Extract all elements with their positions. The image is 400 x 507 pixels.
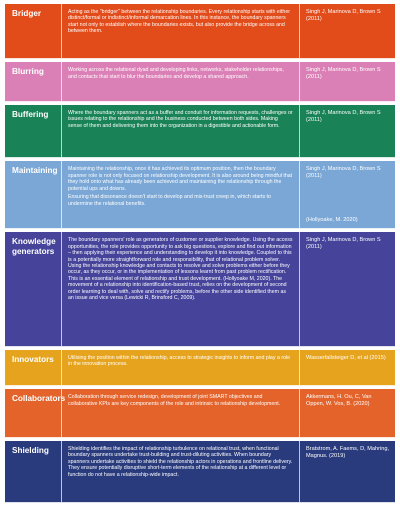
reference-citation: Singh J, Marinova D, Brown S (2011) bbox=[306, 166, 381, 180]
role-label: Blurring bbox=[12, 67, 44, 77]
role-label: Maintaining bbox=[12, 166, 58, 176]
role-description bbox=[61, 62, 299, 101]
reference-citation-secondary: (Hollyoake, M. 2020) bbox=[306, 217, 358, 224]
reference-citation: Singh J, Marinova D, Brown S (2011) bbox=[306, 237, 381, 251]
reference-citation: Akkermans, H. Ou, C, Van Oppen, W. Vos, B. (2020) bbox=[306, 394, 372, 408]
description-paragraph: Shielding identifies the impact of relationship turbulence on relational trust, when functional boundary spanners undertake trust-building and trust-diluting activities. When boundary spanners undertake activities to shield the relationship actors in operations and frontline delivery. They ensure potentially disruptive short-term elements of the relationship at a different level or function do not have a relationship-wide impact. bbox=[68, 445, 293, 478]
reference-citation: Singh J, Marinova D, Brown S (2011) bbox=[306, 67, 381, 81]
role-description bbox=[61, 161, 299, 228]
boundary-spanner-roles-table bbox=[5, 4, 395, 503]
description-paragraph: Maintaining the relationship, once it has achieved its optimum position, then the boundary spanner role is not only focused on relationship development. It is also around being mindful that they hold onto what has already been achieved and maintaining the relationship through the potential ups and downs. bbox=[68, 166, 293, 192]
role-row bbox=[5, 389, 395, 437]
role-description bbox=[61, 389, 299, 436]
role-reference bbox=[299, 350, 395, 386]
role-row bbox=[5, 232, 395, 346]
role-row bbox=[5, 350, 395, 387]
role-reference bbox=[299, 441, 395, 502]
role-label: Bridger bbox=[12, 9, 42, 18]
role-row bbox=[5, 105, 395, 158]
description-paragraph: Working across the relational dyad and developing links, networks, stakeholder relationships, and contacts that start to blur the boundaries and develop a shared approach. bbox=[68, 67, 284, 80]
role-reference bbox=[299, 232, 395, 345]
description-paragraph: Acting as the "bridger" between the relationship boundaries. Every relationship starts with either distinct/formal or indistinct/informal demarcation lines. In this instance, the boundary spanners start not only to establish where the boundaries exists, but also provide the bridge across and between them. bbox=[68, 9, 291, 35]
description-paragraph: The boundary spanners' role as generators of customer or supplier knowledge. Using the access opportunities, the role provides opportunity to ask big questions, explore and find out information – then applying their experience and understanding to develop it into knowledge. Coupled to this is a potentially more straightforward role and responsibility, that of relational problem solver. Using the relationship knowledge and contacts to resolve and solve problems either before they occur, as they occur, or in the implementation of lessons learnt from past problem rectification. This is an essential element of relationship and trust development. (Hollyoake M, 2020). The movement of a relationship into identification-based trust, relies on the development of second order learning to deal with, solve and rectify problems, before the other side identified them as an issue and vice versa (Lewicki R, Brinsford C, 2009). bbox=[68, 237, 293, 302]
role-label: Buffering bbox=[12, 110, 49, 120]
role-row bbox=[5, 62, 395, 102]
reference-citation: Singh J, Marinova D, Brown S (2011) bbox=[306, 9, 381, 22]
role-label: Innovators bbox=[12, 354, 54, 364]
role-label: Shielding bbox=[12, 445, 49, 455]
role-row bbox=[5, 161, 395, 229]
role-description bbox=[61, 105, 299, 157]
role-row bbox=[5, 4, 395, 59]
reference-citation: Singh J, Marinova D, Brown S (2011) bbox=[306, 110, 381, 124]
reference-citation: Bratstrom, A. Faems, D, Mahring, Magnus. (2019) bbox=[306, 445, 389, 459]
role-reference bbox=[299, 389, 395, 436]
role-description bbox=[61, 232, 299, 345]
role-reference bbox=[299, 105, 395, 157]
role-label: Knowledge generators bbox=[12, 237, 56, 257]
role-description bbox=[61, 441, 299, 502]
description-paragraph: Ensuring that dissonance doesn't start to develop and mis-trust creep in, which starts to undermine the relational benefits. bbox=[68, 194, 271, 207]
role-reference bbox=[299, 4, 395, 58]
description-paragraph: Collaboration through service redesign, development of joint SMART objectives and collaborative KPIs are key components of the role and intrinsic to relationship development. bbox=[68, 394, 281, 407]
role-description bbox=[61, 350, 299, 386]
role-description bbox=[61, 4, 299, 58]
description-paragraph: Where the boundary spanners act as a buffer and conduit for information requests, challenges or issues relating to the relationship and the business conducted between both sides. Making sense of them and delivering them into the organization in a digestible and actionable form. bbox=[68, 110, 293, 129]
role-label: Collaborators bbox=[12, 394, 66, 404]
role-reference bbox=[299, 161, 395, 228]
role-reference bbox=[299, 62, 395, 101]
role-row bbox=[5, 441, 395, 503]
description-paragraph: Utilising the position within the relationship, access to strategic insights to inform and play a role in the innovation process. bbox=[68, 354, 291, 368]
reference-citation: Wasserfallsteiger D, et al (2015) bbox=[306, 354, 386, 361]
